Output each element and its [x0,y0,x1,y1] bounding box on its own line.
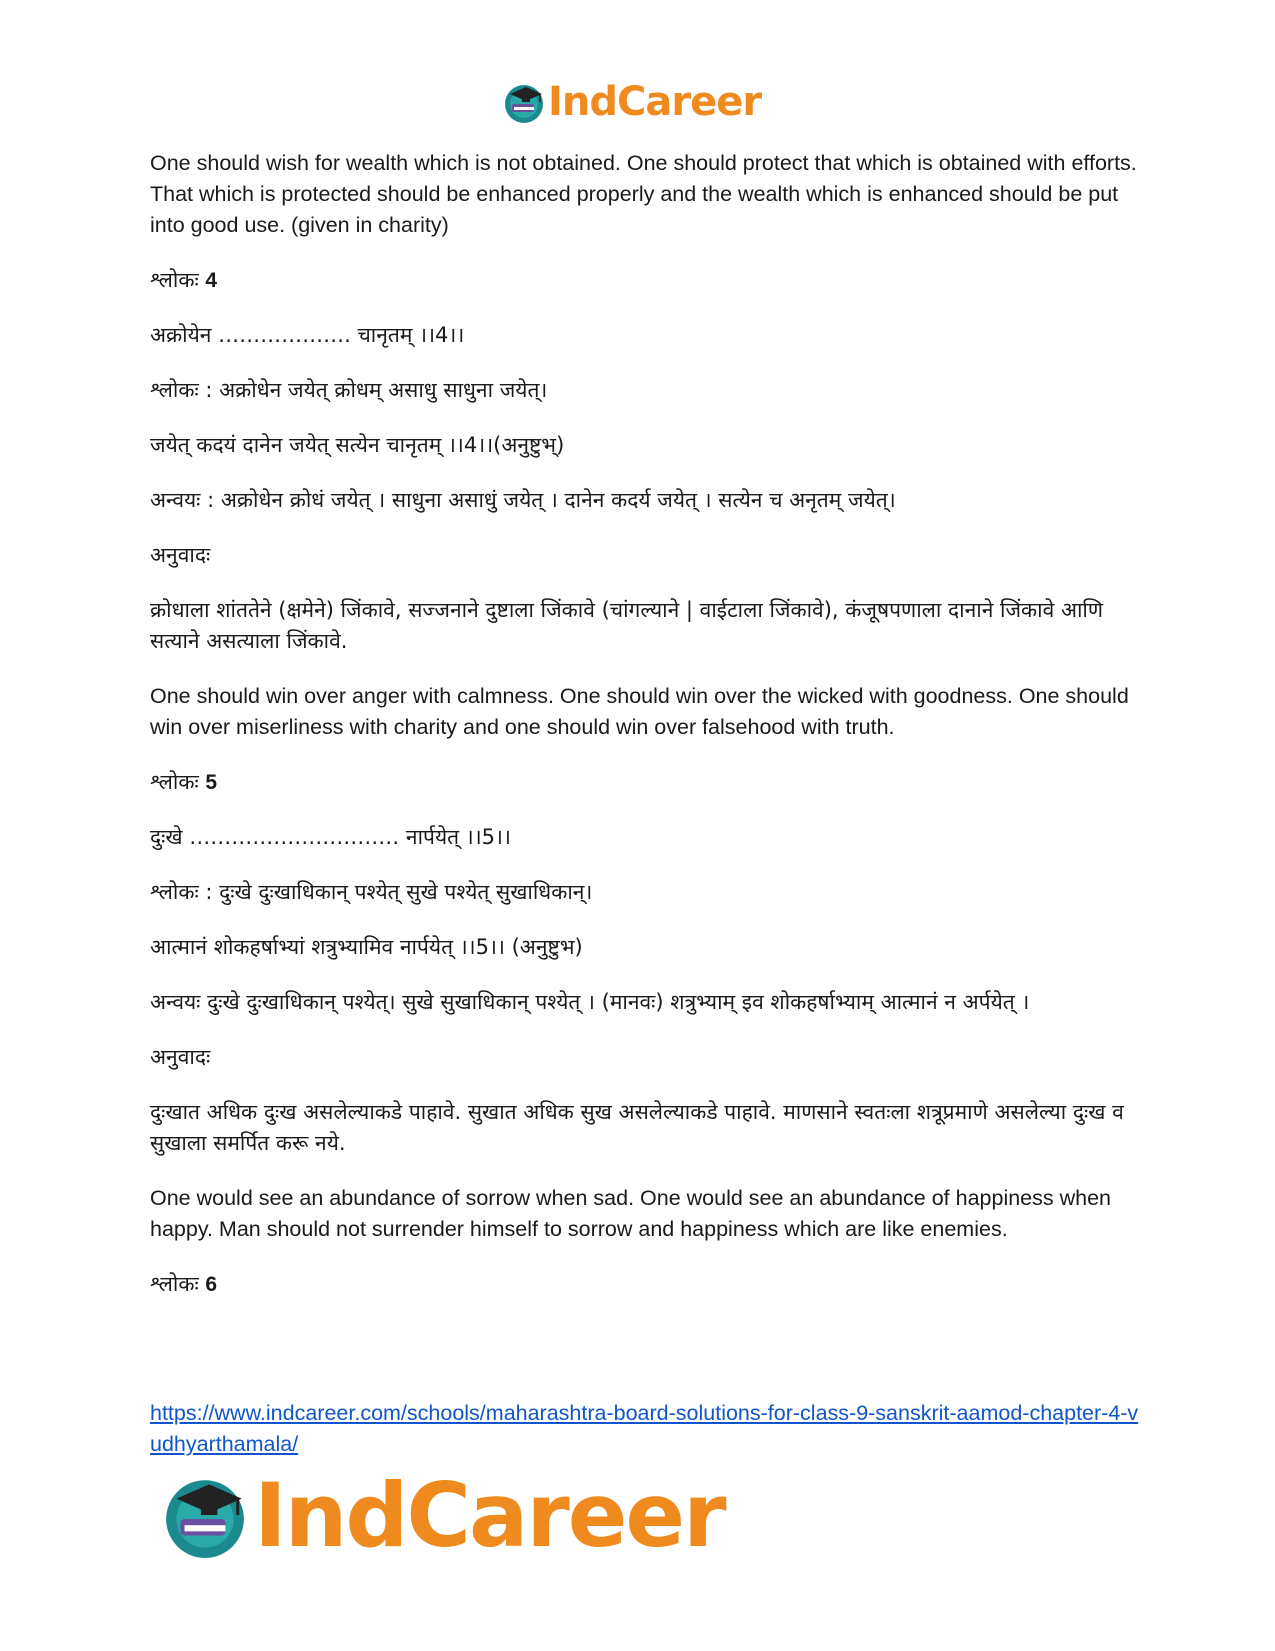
graduation-book-icon [160,1470,250,1560]
sloka4-short: अक्रोयेन ………………. चानृतम् ।।4।। [150,323,465,347]
logo-text: IndCareer [254,1463,725,1567]
sloka4-anuvad: क्रोधाला शांततेने (क्षमेने) जिंकावे, सज्जनाने दुष्टाला जिंकावे (चांगल्याने | वाईटाला जिंकावे), कंजूषपणाला दानाने जिंकावे आणि सत्याने असत्याला जिंकावे. [150,598,1104,653]
sloka5-anuvad: दुःखात अधिक दुःख असलेल्याकडे पाहावे. सुखात अधिक सुख असलेल्याकडे पाहावे. माणसाने स्वतःला शत्रूप्रमाणे असलेल्या दुःख व सुखाला समर्पित करू नये. [150,1100,1124,1155]
source-link[interactable]: https://www.indcareer.com/schools/maharashtra-board-solutions-for-class-9-sanskrit-aamod-chapter-4-vudhyarthamala/ [150,1401,1139,1456]
sloka4-anuvad-label: अनुवादः [150,543,211,567]
sloka-number: 5 [205,771,218,794]
header-logo [502,78,761,126]
sloka-label: श्लोकः [150,1272,199,1296]
page-content [150,148,1140,1300]
sloka5-anvaya: अन्वयः दुःखे दुःखाधिकान् पश्येत्। सुखे सुखाधिकान् पश्येत् । (मानवः) शत्रुभ्याम् इव शोकहर्षाभ्याम् आत्मानं न अर्पयेत् । [150,990,1030,1014]
sloka-number: 4 [205,269,218,292]
sloka5-anuvad-label: अनुवादः [150,1045,211,1069]
sloka-label: श्लोकः [150,770,199,794]
sloka-heading-4 [150,265,1140,296]
logo-text: IndCareer [548,79,762,125]
sloka5-line1: श्लोकः : दुःखे दुःखाधिकान् पश्येत् सुखे पश्येत् सुखाधिकान्। [150,880,593,904]
sloka4-english: One should win over anger with calmness. One should win over the wicked with goodness. One should win over miserliness with charity and one should win over falsehood with truth. [150,684,1129,739]
paragraph-wealth: One should wish for wealth which is not obtained. One should protect that which is obtained with efforts. That which is protected should be enhanced properly and the wealth which is enhanced should be put into good use. (given in charity) [150,151,1137,237]
sloka-heading-5 [150,767,1140,798]
sloka4-line2: जयेत् कदयं दानेन जयेत् सत्येन चानृतम् ।।4।।(अनुष्टुभ्) [150,433,565,457]
sloka-heading-6 [150,1269,1140,1300]
footer-logo [160,1465,725,1565]
sloka4-anvaya: अन्वयः : अक्रोधेन क्रोधं जयेत् । साधुना असाधुं जयेत् । दानेन कदर्य जयेत् । सत्येन च अनृतम् जयेत्। [150,488,896,512]
sloka5-short: दुःखे ………………………… नार्पयेत् ।।5।। [150,825,511,849]
graduation-book-icon [502,80,546,124]
sloka5-line2: आत्मानं शोकहर्षाभ्यां शत्रुभ्यामिव नार्पयेत् ।।5।। (अनुष्टुभ) [150,935,583,959]
sloka5-english: One would see an abundance of sorrow when sad. One would see an abundance of happiness when happy. Man should not surrender himself to sorrow and happiness which are like enemies. [150,1186,1112,1241]
sloka-number: 6 [205,1273,218,1296]
sloka-label: श्लोकः [150,268,199,292]
sloka4-line1: श्लोकः : अक्रोधेन जयेत् क्रोधम् असाधु साधुना जयेत्। [150,378,548,402]
